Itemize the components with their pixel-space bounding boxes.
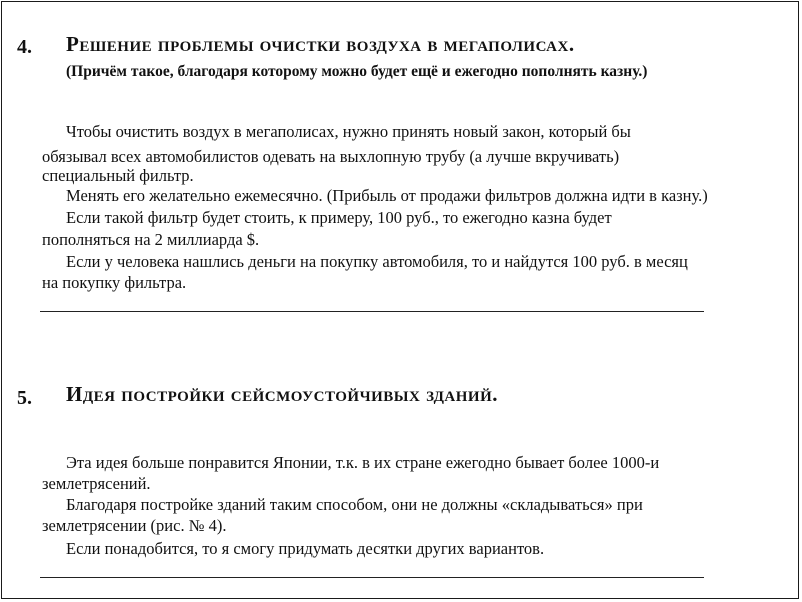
section-4-line-4: Менять его желательно ежемесячно. (Прибыль от продажи фильтров должна идти в казну.) — [66, 186, 708, 205]
section-5-divider — [40, 577, 704, 578]
section-4-line-2: обязывал всех автомобилистов одевать на выхлопную трубу (а лучше вкручивать) — [42, 147, 620, 166]
section-5-line-3: Благодаря постройке зданий таким способом, они не должны «складываться» при — [66, 495, 643, 514]
section-5-line-2: землетрясений. — [42, 474, 151, 493]
section-5-line-5: Если понадобится, то я смогу придумать десятки других вариантов. — [66, 539, 545, 558]
section-5-line-4: землетрясении (рис. № 4). — [42, 516, 227, 535]
section-4-title: Решение проблемы очистки воздуха в мегаполисах. — [66, 32, 575, 56]
section-4-line-7: Если у человека нашлись деньги на покупку автомобиля, то и найдутся 100 руб. в месяц — [66, 252, 688, 271]
section-5-title: Идея постройки сейсмоустойчивых зданий. — [66, 382, 499, 406]
section-4-line-1: Чтобы очистить воздух в мегаполисах, нужно принять новый закон, который бы — [66, 122, 631, 141]
section-4-line-3: специальный фильтр. — [42, 166, 194, 185]
section-5-number: 5. — [17, 387, 32, 409]
section-4-line-8: на покупку фильтра. — [42, 273, 187, 292]
section-4-divider — [40, 311, 704, 312]
section-4-line-5: Если такой фильтр будет стоить, к примеру, 100 руб., то ежегодно казна будет — [66, 208, 612, 227]
section-4-subtitle: (Причём такое, благодаря которому можно будет ещё и ежегодно пополнять казну.) — [66, 63, 648, 80]
section-5-line-1: Эта идея больше понравится Японии, т.к. в их стране ежегодно бывает более 1000-и — [66, 453, 660, 472]
section-4-number: 4. — [17, 36, 32, 58]
section-4-line-6: пополняться на 2 миллиарда $. — [42, 230, 260, 249]
